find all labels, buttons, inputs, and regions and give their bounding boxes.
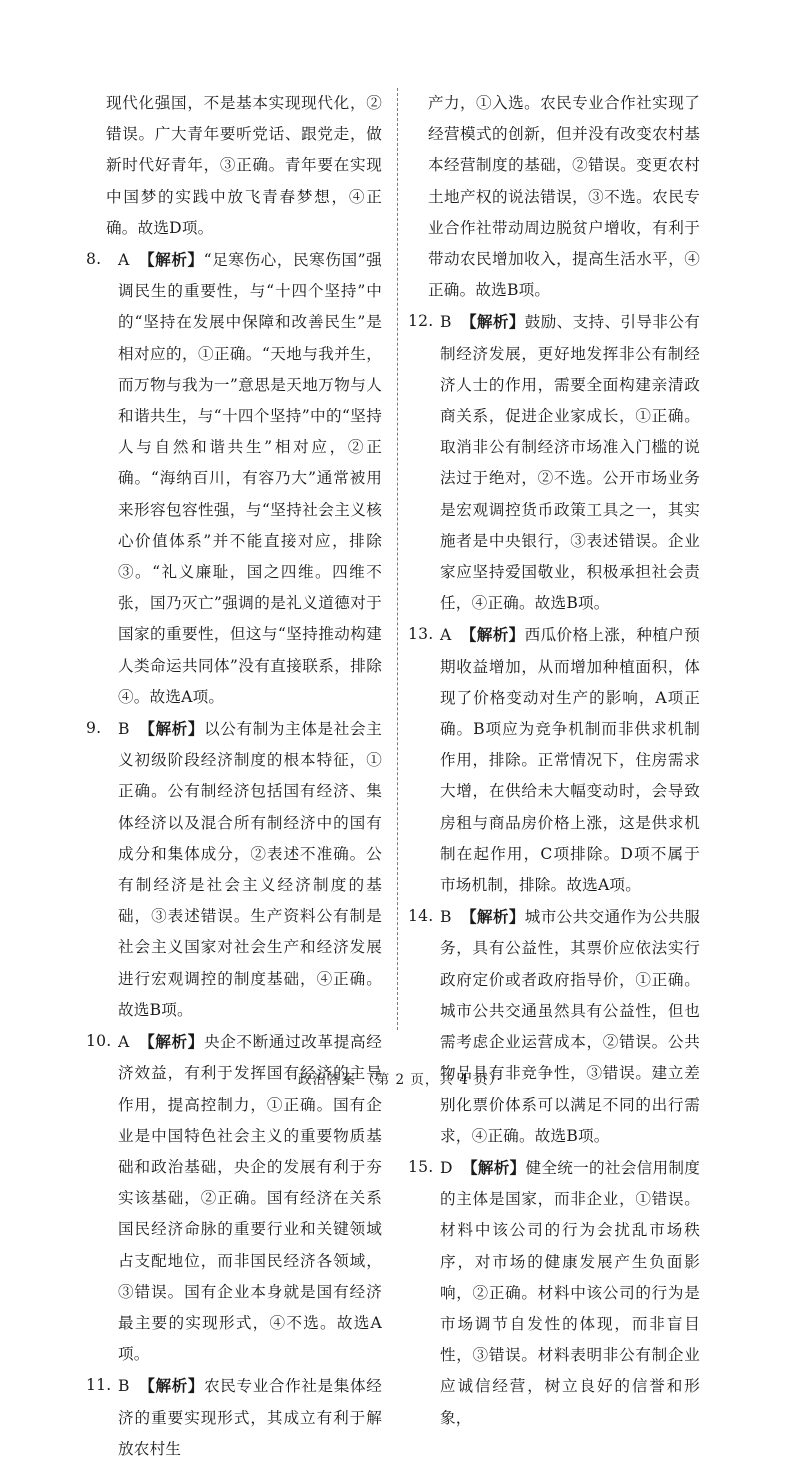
question-number: 9.	[86, 719, 102, 738]
analysis-tag: 【解析】	[460, 312, 525, 332]
question-14-analysis	[408, 901, 700, 1152]
continuation-text: 产力，①入选。农民专业合作社实现了经营模式的创新，但并没有改变农村基本经营制度的基础，②错误。变更农村土地产权的说法错误，③不选。农民专业合作社带动周边脱贫户增收，有利于带动农民增加收入，提高生活水平，④正确。故选B项。	[428, 94, 700, 300]
question-number: 8.	[86, 250, 102, 269]
question-number: 15.	[408, 1157, 434, 1176]
question-13-analysis	[408, 619, 700, 901]
page-footer: · 政治答案 （第 2 页，共 4 页）·	[287, 1072, 502, 1088]
analysis-text: 健全统一的社会信用制度的主体是国家，而非企业，①错误。材料中该公司的行为会扰乱市场秩序，对市场的健康发展产生负面影响，②正确。材料中该公司的行为是市场调节自发性的体现，而非盲目性，③错误。材料表明非公有制企业应诚信经营，树立良好的信誉和形象，	[440, 1158, 700, 1427]
analysis-text: 农民专业合作社是集体经济的重要实现形式，其成立有利于解放农村生	[118, 1377, 382, 1458]
analysis-text: 鼓励、支持、引导非公有制经济发展，更好地发挥非公有制经济人士的作用，需要全面构建亲清政商关系，促进企业家成长，①正确。取消非公有制经济市场准入门槛的说法过于绝对，②不选。公开市场业务是宏观调控货币政策工具之一，其实施者是中央银行，③表述错误。企业家应坚持爱国敬业，积极承担社会责任，④正确。故选B项。	[440, 313, 700, 613]
analysis-tag: 【解析】	[460, 907, 525, 927]
analysis-text: 以公有制为主体是社会主义初级阶段经济制度的根本特征，①正确。公有制经济包括国有经济、集体经济以及混合所有制经济中的国有成分和集体成分，②表述不准确。公有制经济是社会主义经济制度的基础，③表述错误。生产资料公有制是社会主义国家对社会生产和经济发展进行宏观调控的制度基础，④正确。故选B项。	[118, 720, 382, 1019]
question-15-analysis	[408, 1152, 700, 1434]
analysis-tag: 【解析】	[139, 1376, 205, 1396]
answer-letter: B	[118, 1377, 130, 1396]
analysis-text: “足寒伤心，民寒伤国”强调民生的重要性，与“十四个坚持”中的“坚持在发展中保障和改善民生”是相对应的，①正确。“天地与我并生，而万物与我为一”意思是天地万物与人和谐共生，与“十四个坚持”中的“坚持人与自然和谐共生”相对应，②正确。“海纳百川，有容乃大”通常被用来形容包容性强，与“坚持社会主义核心价值体系”并不能直接对应，排除③。“礼义廉耻，国之四维。四维不张，国乃灭亡”强调的是礼义道德对于国家的重要性，但这与“坚持推动构建人类命运共同体”没有直接联系，排除④。故选A项。	[118, 251, 382, 706]
answer-letter: B	[118, 720, 130, 739]
left-column	[86, 88, 382, 1465]
column-divider	[397, 88, 398, 1030]
right-column	[408, 88, 700, 1434]
analysis-text: 城市公共交通作为公共服务，具有公益性，其票价应依法实行政府定价或者政府指导价，①正确。城市公共交通虽然具有公益性，但也需考虑企业运营成本，②错误。公共物品具有非竞争性，③错误。建立差别化票价体系可以满足不同的出行需求，④正确。故选B项。	[440, 908, 700, 1145]
analysis-text: 西瓜价格上涨，种植户预期收益增加，从而增加种植面积，体现了价格变动对生产的影响，A项正确。B项应为竞争机制而非供求机制作用，排除。正常情况下，住房需求大增，在供给未大幅变动时，会导致房租与商品房价格上涨，这是供求机制在起作用，C项排除。D项不属于市场机制，排除。故选A项。	[440, 626, 700, 895]
question-number: 12.	[408, 312, 434, 331]
question-9-analysis	[86, 713, 382, 1026]
question-number: 14.	[408, 907, 434, 926]
analysis-tag: 【解析】	[461, 1157, 526, 1177]
question-11-analysis	[86, 1370, 382, 1465]
question-number: 11.	[86, 1376, 112, 1395]
question-number: 13.	[408, 625, 434, 644]
analysis-text: 央企不断通过改革提高经济效益，有利于发挥国有经济的主导作用，提高控制力，①正确。国有企业是中国特色社会主义的重要物质基础和政治基础，央企的发展有利于夯实该基础，②正确。国有经济在关系国民经济命脉的重要行业和关键领域占支配地位，而非国民经济各领域，③错误。国有企业本身就是国有经济最主要的实现形式，④不选。故选A项。	[118, 1033, 382, 1364]
question-8-analysis	[86, 244, 382, 713]
answer-letter: D	[440, 1158, 453, 1177]
answer-letter: A	[440, 626, 452, 645]
analysis-tag: 【解析】	[139, 1032, 204, 1052]
answer-letter: A	[118, 1033, 130, 1052]
answer-letter: B	[440, 908, 452, 927]
question-number: 10.	[86, 1032, 112, 1051]
question-12-analysis	[408, 306, 700, 619]
answer-letter: A	[118, 251, 130, 270]
analysis-tag: 【解析】	[139, 250, 204, 270]
analysis-tag: 【解析】	[460, 625, 525, 645]
answer-letter: B	[440, 313, 452, 332]
continuation-text: 现代化强国，不是基本实现现代化，②错误。广大青年要听党话、跟党走，做新时代好青年，③正确。青年要在实现中国梦的实践中放飞青春梦想，④正确。故选D项。	[106, 94, 382, 237]
analysis-tag: 【解析】	[139, 719, 205, 739]
